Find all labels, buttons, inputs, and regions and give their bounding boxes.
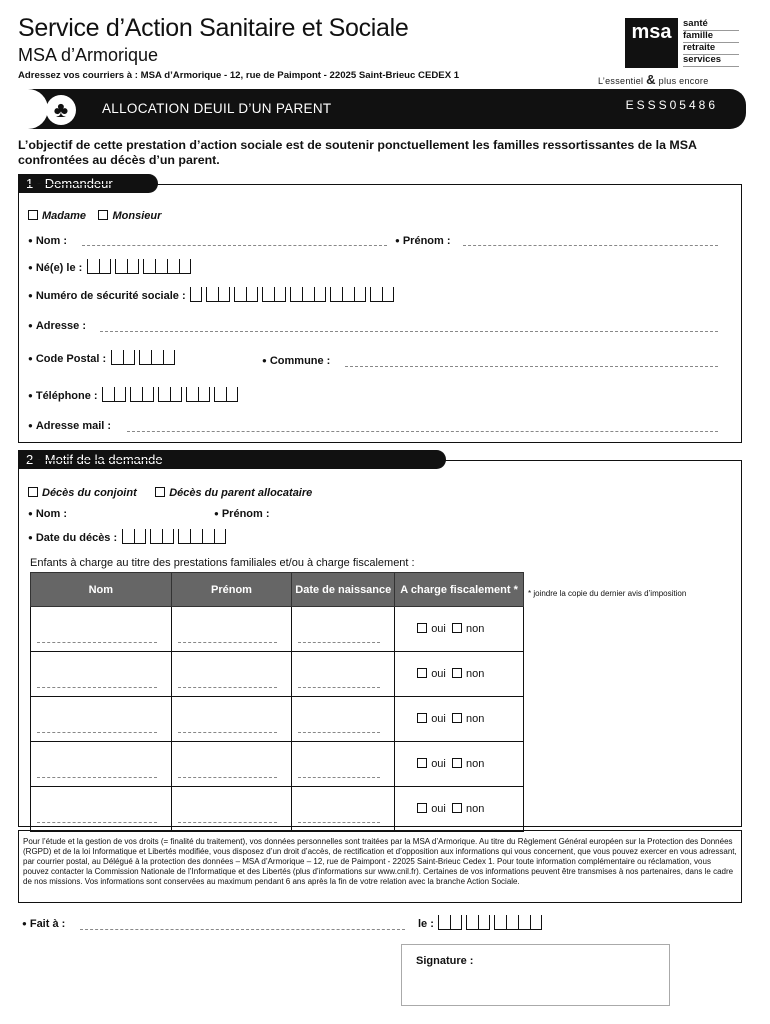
death-date-row: [28, 528, 226, 546]
child-prenom-cell[interactable]: [171, 742, 292, 787]
msa-logo: [625, 18, 740, 73]
tagline-ampersand: &: [646, 72, 656, 87]
club-icon: ♣: [46, 95, 76, 125]
death-date-label: ● Date du décès :: [28, 532, 117, 544]
banner-notch: [18, 89, 48, 129]
table-row: [31, 697, 524, 742]
logo-word-retraite: retraite: [683, 42, 739, 55]
oui-label: oui: [431, 803, 446, 815]
page-subtitle: MSA d’Armorique: [18, 45, 159, 65]
child-prenom-cell[interactable]: [171, 607, 292, 652]
col-prenom: Prénom: [171, 573, 292, 607]
oui-label: oui: [431, 713, 446, 725]
children-table: [30, 572, 524, 832]
col-nom: Nom: [31, 573, 172, 607]
phone-label: ● Téléphone :: [28, 390, 98, 402]
oui-label: oui: [431, 623, 446, 635]
oui-checkbox[interactable]: [417, 713, 427, 723]
fiscal-cell: [395, 697, 524, 742]
fiscal-cell: [395, 607, 524, 652]
logo-word-famille: famille: [683, 30, 739, 43]
child-birthdate-cell[interactable]: [292, 742, 395, 787]
tagline-before: L’essentiel: [598, 76, 644, 86]
page-title: Service d’Action Sanitaire et Sociale: [18, 14, 409, 42]
fiscal-cell: [395, 652, 524, 697]
deces-conjoint-label: Décès du conjoint: [42, 487, 137, 499]
col-charge-fiscale: A charge fiscalement *: [395, 573, 524, 607]
oui-checkbox[interactable]: [417, 623, 427, 633]
logo-word-services: services: [683, 54, 739, 67]
madame-label: Madame: [42, 210, 87, 222]
birthdate-field[interactable]: [87, 259, 191, 274]
child-nom-cell[interactable]: [31, 697, 172, 742]
reason-row: [28, 483, 312, 501]
form-title: ALLOCATION DEUIL D’UN PARENT: [102, 101, 332, 116]
deces-parent-checkbox[interactable]: [155, 487, 165, 497]
deces-parent-label: Décès du parent allocataire: [169, 487, 313, 499]
child-nom-cell[interactable]: [31, 787, 172, 832]
commune-label: ● Commune :: [262, 355, 330, 367]
oui-checkbox[interactable]: [417, 803, 427, 813]
non-checkbox[interactable]: [452, 803, 462, 813]
section2-header: 2 - Motif de la demande: [18, 450, 446, 469]
oui-label: oui: [431, 758, 446, 770]
nss-row: [28, 286, 394, 304]
mail-label: ● Adresse mail :: [28, 420, 111, 432]
child-birthdate-cell[interactable]: [292, 652, 395, 697]
prenom-label: ● Prénom :: [395, 235, 451, 247]
postcode-row: [28, 349, 175, 367]
fiscal-cell: [395, 787, 524, 832]
child-nom-cell[interactable]: [31, 652, 172, 697]
deces-conjoint-checkbox[interactable]: [28, 487, 38, 497]
section1-header: 1 - Demandeur: [18, 174, 158, 193]
logo-word-sante: santé: [683, 18, 739, 31]
oui-checkbox[interactable]: [417, 668, 427, 678]
defunt-prenom-label: ● Prénom :: [214, 508, 270, 520]
signature-label: Signature :: [416, 955, 474, 967]
birthdate-row: [28, 258, 191, 276]
fait-a-label: ● Fait à :: [22, 918, 65, 930]
non-label: non: [466, 803, 485, 815]
nss-field[interactable]: [190, 287, 394, 302]
child-prenom-cell[interactable]: [171, 652, 292, 697]
nom-field[interactable]: [82, 245, 387, 246]
child-nom-cell[interactable]: [31, 742, 172, 787]
fiscal-cell: [395, 742, 524, 787]
adresse-field[interactable]: [100, 331, 718, 332]
logo-tagline: [598, 72, 709, 87]
monsieur-checkbox[interactable]: [98, 210, 108, 220]
table-row: [31, 607, 524, 652]
non-checkbox[interactable]: [452, 758, 462, 768]
form-banner: [18, 89, 746, 129]
postcode-field[interactable]: [111, 350, 175, 365]
mail-field[interactable]: [127, 431, 718, 432]
non-label: non: [466, 758, 485, 770]
non-checkbox[interactable]: [452, 623, 462, 633]
child-prenom-cell[interactable]: [171, 787, 292, 832]
mailing-address: Adressez vos courriers à : MSA d’Armorique - 12, rue de Paimpont - 22025 Saint-Brieuc CEDEX 1: [18, 70, 460, 81]
objective-text: L’objectif de cette prestation d’action sociale est de soutenir ponctuellement les familles ressortissantes de la MSA confrontées au décès d’un parent.: [18, 138, 697, 167]
phone-row: [28, 386, 238, 404]
prenom-field[interactable]: [463, 245, 718, 246]
oui-checkbox[interactable]: [417, 758, 427, 768]
death-date-field[interactable]: [122, 529, 226, 544]
tagline-after: plus encore: [658, 76, 709, 86]
monsieur-label: Monsieur: [112, 210, 162, 222]
non-label: non: [466, 713, 485, 725]
sign-date-label: le :: [418, 918, 434, 930]
non-checkbox[interactable]: [452, 668, 462, 678]
nom-label: ● Nom :: [28, 235, 67, 247]
adresse-label: ● Adresse :: [28, 320, 86, 332]
non-label: non: [466, 668, 485, 680]
msa-logo-mark: msa: [625, 18, 678, 68]
col-date-naissance: Date de naissance: [292, 573, 395, 607]
madame-checkbox[interactable]: [28, 210, 38, 220]
nss-label: ● Numéro de sécurité sociale :: [28, 290, 186, 302]
signature-box[interactable]: [401, 944, 670, 1006]
privacy-notice: Pour l’étude et la gestion de vos droits (= finalité du traitement), vos données personnelles sont traitées par la MSA d’Armorique. Au titre du Règlement Général européen sur la Protection des Données (RGPD) et de la loi Informatique et Libertés modifiée, vous disposez d’un droit d’accès, de rectification et d’opposition aux informations qui vous concernent, que vous pouvez exercer en vous adressant, par courrier postal, au Délégué à la protection des données – MSA d’Armorique – 12, rue de Paimpont - 22025 Saint-Brieuc Cedex 1. Pour toute information complémentaire ou réclamation, vous pouvez contacter la Commission Nationale de l’Informatique et des Libertés (plus d’informations sur www.cnil.fr). Certaines de vos informations peuvent être transmises à nos partenaires, dans le cadre de nos missions. Vos informations sont conservées au maximum pendant 6 ans après la fin de votre relation avec la branche Action Sociale.: [18, 830, 742, 903]
sign-date-field[interactable]: [438, 915, 542, 930]
form-code: ESSS05486: [625, 98, 718, 112]
child-birthdate-cell[interactable]: [292, 787, 395, 832]
civility-row: [28, 206, 161, 224]
fait-a-field[interactable]: [80, 929, 405, 930]
non-checkbox[interactable]: [452, 713, 462, 723]
non-label: non: [466, 623, 485, 635]
child-birthdate-cell[interactable]: [292, 607, 395, 652]
postcode-label: ● Code Postal :: [28, 353, 106, 365]
defunt-nom-label: ● Nom :: [28, 508, 67, 520]
oui-label: oui: [431, 668, 446, 680]
children-intro: Enfants à charge au titre des prestations familiales et/ou à charge fiscalement :: [30, 557, 415, 569]
commune-field[interactable]: [345, 366, 718, 367]
child-prenom-cell[interactable]: [171, 697, 292, 742]
table-row: [31, 787, 524, 832]
birthdate-label: ● Né(e) le :: [28, 262, 82, 274]
sign-date-row: [418, 914, 542, 932]
child-birthdate-cell[interactable]: [292, 697, 395, 742]
table-row: [31, 742, 524, 787]
phone-field[interactable]: [102, 387, 238, 402]
child-nom-cell[interactable]: [31, 607, 172, 652]
footnote: * joindre la copie du dernier avis d’imposition: [528, 589, 687, 598]
table-row: [31, 652, 524, 697]
